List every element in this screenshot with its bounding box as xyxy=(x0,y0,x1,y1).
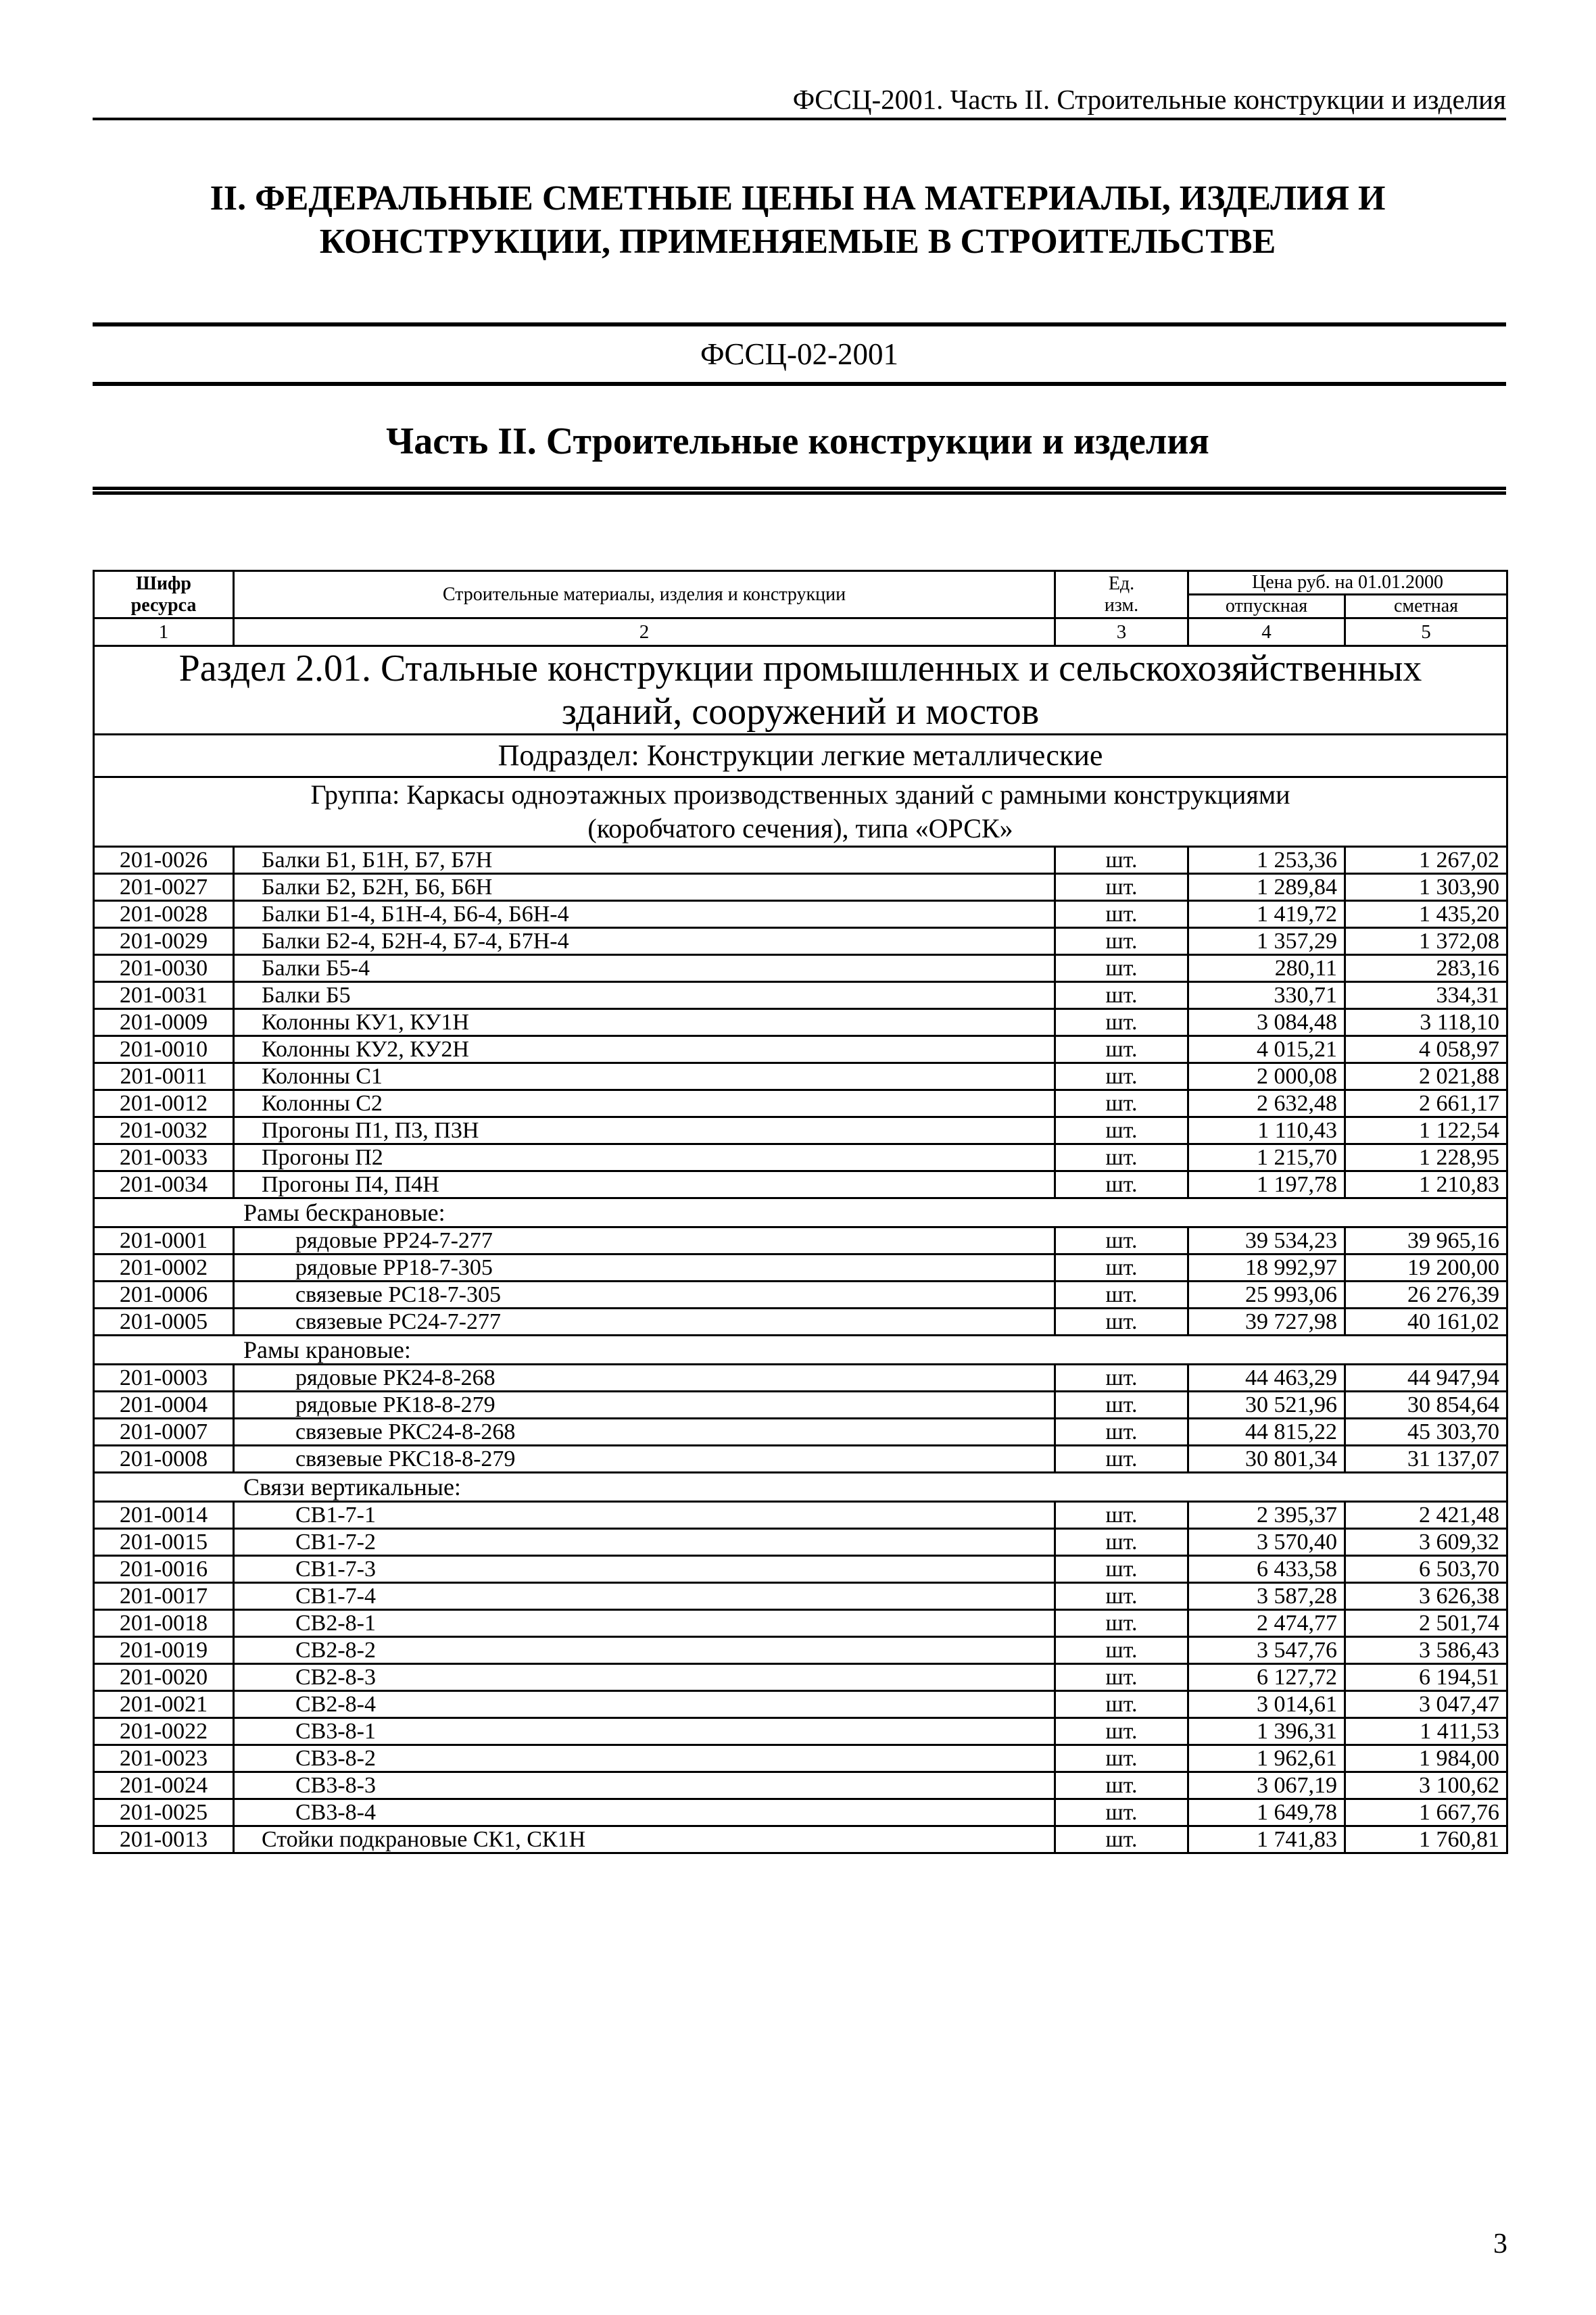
release-price: 1 396,31 xyxy=(1188,1718,1345,1745)
column-number: 5 xyxy=(1345,618,1507,646)
resource-code: 201-0001 xyxy=(94,1227,234,1254)
unit: шт. xyxy=(1055,901,1188,928)
resource-code: 201-0021 xyxy=(94,1691,234,1718)
resource-code: 201-0022 xyxy=(94,1718,234,1745)
estimate-price: 1 760,81 xyxy=(1345,1826,1507,1853)
release-price: 3 014,61 xyxy=(1188,1691,1345,1718)
release-price: 3 547,76 xyxy=(1188,1637,1345,1664)
resource-code: 201-0011 xyxy=(94,1063,234,1090)
estimate-price: 39 965,16 xyxy=(1345,1227,1507,1254)
column-number-row xyxy=(94,618,1507,646)
resource-code: 201-0010 xyxy=(94,1036,234,1063)
table-row xyxy=(94,928,1507,955)
column-number: 4 xyxy=(1188,618,1345,646)
estimate-price: 40 161,02 xyxy=(1345,1309,1507,1336)
group-title-line-2: (коробчатого сечения), типа «ОРСК» xyxy=(587,813,1013,844)
header-name: Строительные материалы, изделия и конструкции xyxy=(234,571,1055,618)
item-name: Стойки подкрановые СК1, СК1Н xyxy=(234,1826,1055,1853)
resource-code: 201-0018 xyxy=(94,1610,234,1637)
group-row xyxy=(94,777,1507,847)
unit: шт. xyxy=(1055,1090,1188,1117)
table-row xyxy=(94,1745,1507,1772)
item-name: Колонны КУ2, КУ2Н xyxy=(234,1036,1055,1063)
item-name: СВ3-8-4 xyxy=(234,1799,1055,1826)
part-title xyxy=(88,177,1507,264)
item-name: Прогоны П4, П4Н xyxy=(234,1171,1055,1198)
table-row xyxy=(94,1664,1507,1691)
group-title xyxy=(94,777,1507,847)
release-price: 280,11 xyxy=(1188,955,1345,982)
item-name: Колонны КУ1, КУ1Н xyxy=(234,1009,1055,1036)
item-name: СВ3-8-1 xyxy=(234,1718,1055,1745)
estimate-price: 30 854,64 xyxy=(1345,1392,1507,1419)
estimate-price: 2 421,48 xyxy=(1345,1502,1507,1529)
part-title-line-2: КОНСТРУКЦИИ, ПРИМЕНЯЕМЫЕ В СТРОИТЕЛЬСТВЕ xyxy=(319,222,1276,261)
header-code xyxy=(94,571,234,618)
release-price: 44 463,29 xyxy=(1188,1365,1345,1392)
resource-code: 201-0015 xyxy=(94,1529,234,1556)
item-name: СВ2-8-1 xyxy=(234,1610,1055,1637)
header-release-price: отпускная xyxy=(1188,595,1345,618)
table-row xyxy=(94,1227,1507,1254)
resource-code: 201-0002 xyxy=(94,1254,234,1282)
table-row xyxy=(94,1446,1507,1473)
estimate-price: 19 200,00 xyxy=(1345,1254,1507,1282)
estimate-price: 44 947,94 xyxy=(1345,1365,1507,1392)
header-unit-line-1: Ед. xyxy=(1108,572,1135,594)
release-price: 6 127,72 xyxy=(1188,1664,1345,1691)
column-number: 2 xyxy=(234,618,1055,646)
item-name: СВ1-7-3 xyxy=(234,1556,1055,1583)
release-price: 2 000,08 xyxy=(1188,1063,1345,1090)
unit: шт. xyxy=(1055,1036,1188,1063)
release-price: 1 741,83 xyxy=(1188,1826,1345,1853)
item-name: СВ2-8-4 xyxy=(234,1691,1055,1718)
item-name: рядовые РР18-7-305 xyxy=(234,1254,1055,1282)
unit: шт. xyxy=(1055,1419,1188,1446)
unit: шт. xyxy=(1055,1664,1188,1691)
item-name: связевые РКС18-8-279 xyxy=(234,1446,1055,1473)
release-price: 2 395,37 xyxy=(1188,1502,1345,1529)
table-row xyxy=(94,1090,1507,1117)
subsection-title: Подраздел: Конструкции легкие металлические xyxy=(94,735,1507,777)
table-row xyxy=(94,982,1507,1009)
estimate-price: 6 194,51 xyxy=(1345,1664,1507,1691)
table-row xyxy=(94,1171,1507,1198)
table-row xyxy=(94,1718,1507,1745)
resource-code: 201-0003 xyxy=(94,1365,234,1392)
table-row xyxy=(94,1365,1507,1392)
estimate-price: 26 276,39 xyxy=(1345,1282,1507,1309)
table-row xyxy=(94,1309,1507,1336)
header-estimate-price: сметная xyxy=(1345,595,1507,618)
unit: шт. xyxy=(1055,1063,1188,1090)
section-title xyxy=(94,646,1507,735)
resource-code: 201-0030 xyxy=(94,955,234,982)
table-row xyxy=(94,1063,1507,1090)
item-name: связевые РС18-7-305 xyxy=(234,1282,1055,1309)
estimate-price: 1 984,00 xyxy=(1345,1745,1507,1772)
resource-code: 201-0014 xyxy=(94,1502,234,1529)
page-number: 3 xyxy=(1493,2228,1507,2260)
resource-code: 201-0026 xyxy=(94,847,234,874)
release-price: 1 110,43 xyxy=(1188,1117,1345,1144)
unit: шт. xyxy=(1055,874,1188,901)
header-price: Цена руб. на 01.01.2000 xyxy=(1188,571,1507,595)
estimate-price: 1 667,76 xyxy=(1345,1799,1507,1826)
estimate-price: 1 122,54 xyxy=(1345,1117,1507,1144)
table-row xyxy=(94,1556,1507,1583)
item-name: СВ2-8-2 xyxy=(234,1637,1055,1664)
group-title-line-1: Группа: Каркасы одноэтажных производственных зданий с рамными конструкциями xyxy=(310,779,1290,810)
header-code-line-1: Шифр xyxy=(136,572,191,594)
release-price: 3 067,19 xyxy=(1188,1772,1345,1799)
estimate-price: 1 303,90 xyxy=(1345,874,1507,901)
release-price: 1 419,72 xyxy=(1188,901,1345,928)
header-unit xyxy=(1055,571,1188,618)
release-price: 3 084,48 xyxy=(1188,1009,1345,1036)
item-name: Колонны С1 xyxy=(234,1063,1055,1090)
table-row xyxy=(94,1282,1507,1309)
resource-code: 201-0034 xyxy=(94,1171,234,1198)
table-row xyxy=(94,1799,1507,1826)
table-row xyxy=(94,1502,1507,1529)
subtitle: Часть II. Строительные конструкции и изделия xyxy=(386,420,1209,462)
table-row xyxy=(94,1392,1507,1419)
estimate-price: 2 021,88 xyxy=(1345,1063,1507,1090)
resource-code: 201-0007 xyxy=(94,1419,234,1446)
release-price: 1 215,70 xyxy=(1188,1144,1345,1171)
item-name: Балки Б1, Б1Н, Б7, Б7Н xyxy=(234,847,1055,874)
resource-code: 201-0024 xyxy=(94,1772,234,1799)
release-price: 44 815,22 xyxy=(1188,1419,1345,1446)
item-name: рядовые РК24-8-268 xyxy=(234,1365,1055,1392)
estimate-price: 3 626,38 xyxy=(1345,1583,1507,1610)
resource-code: 201-0016 xyxy=(94,1556,234,1583)
double-rule-divider xyxy=(93,487,1506,495)
release-price: 25 993,06 xyxy=(1188,1282,1345,1309)
resource-code: 201-0005 xyxy=(94,1309,234,1336)
unit: шт. xyxy=(1055,847,1188,874)
item-name: рядовые РК18-8-279 xyxy=(234,1392,1055,1419)
release-price: 39 534,23 xyxy=(1188,1227,1345,1254)
resource-code: 201-0004 xyxy=(94,1392,234,1419)
table-row xyxy=(94,874,1507,901)
table-row xyxy=(94,1772,1507,1799)
release-price: 6 433,58 xyxy=(1188,1556,1345,1583)
unit: шт. xyxy=(1055,1583,1188,1610)
item-name: СВ1-7-2 xyxy=(234,1529,1055,1556)
unit: шт. xyxy=(1055,1446,1188,1473)
release-price: 1 253,36 xyxy=(1188,847,1345,874)
resource-code: 201-0009 xyxy=(94,1009,234,1036)
table-row xyxy=(94,1144,1507,1171)
resource-code: 201-0013 xyxy=(94,1826,234,1853)
item-name: Колонны С2 xyxy=(234,1090,1055,1117)
estimate-price: 334,31 xyxy=(1345,982,1507,1009)
section-row xyxy=(94,646,1507,735)
table-row xyxy=(94,1009,1507,1036)
estimate-price: 2 501,74 xyxy=(1345,1610,1507,1637)
release-price: 3 570,40 xyxy=(1188,1529,1345,1556)
item-name: СВ2-8-3 xyxy=(234,1664,1055,1691)
item-name: рядовые РР24-7-277 xyxy=(234,1227,1055,1254)
release-price: 39 727,98 xyxy=(1188,1309,1345,1336)
release-price: 30 801,34 xyxy=(1188,1446,1345,1473)
column-number: 3 xyxy=(1055,618,1188,646)
resource-code: 201-0023 xyxy=(94,1745,234,1772)
table-row xyxy=(94,1637,1507,1664)
unit: шт. xyxy=(1055,982,1188,1009)
estimate-price: 3 100,62 xyxy=(1345,1772,1507,1799)
unit: шт. xyxy=(1055,928,1188,955)
item-name: СВ3-8-3 xyxy=(234,1772,1055,1799)
unit: шт. xyxy=(1055,1637,1188,1664)
table-row xyxy=(94,1036,1507,1063)
price-table xyxy=(93,570,1508,1854)
estimate-price: 283,16 xyxy=(1345,955,1507,982)
resource-code: 201-0017 xyxy=(94,1583,234,1610)
standard-code: ФССЦ-02-2001 xyxy=(93,322,1506,386)
column-number: 1 xyxy=(94,618,234,646)
resource-code: 201-0027 xyxy=(94,874,234,901)
item-name: Прогоны П1, П3, П3Н xyxy=(234,1117,1055,1144)
resource-code: 201-0033 xyxy=(94,1144,234,1171)
section-title-line-2: зданий, сооружений и мостов xyxy=(561,691,1040,733)
estimate-price: 6 503,70 xyxy=(1345,1556,1507,1583)
unit: шт. xyxy=(1055,1556,1188,1583)
unit: шт. xyxy=(1055,955,1188,982)
resource-code: 201-0020 xyxy=(94,1664,234,1691)
estimate-price: 1 435,20 xyxy=(1345,901,1507,928)
unit: шт. xyxy=(1055,1282,1188,1309)
resource-code: 201-0032 xyxy=(94,1117,234,1144)
unit: шт. xyxy=(1055,1772,1188,1799)
subsection-row xyxy=(94,735,1507,777)
estimate-price: 3 609,32 xyxy=(1345,1529,1507,1556)
release-price: 18 992,97 xyxy=(1188,1254,1345,1282)
category-row xyxy=(94,1198,1507,1227)
table-row xyxy=(94,1610,1507,1637)
resource-code: 201-0006 xyxy=(94,1282,234,1309)
release-price: 1 289,84 xyxy=(1188,874,1345,901)
category-row xyxy=(94,1473,1507,1502)
category-row xyxy=(94,1336,1507,1365)
header-code-line-2: ресурса xyxy=(130,594,197,616)
estimate-price: 1 267,02 xyxy=(1345,847,1507,874)
table-row xyxy=(94,1691,1507,1718)
unit: шт. xyxy=(1055,1799,1188,1826)
item-name: Балки Б2-4, Б2Н-4, Б7-4, Б7Н-4 xyxy=(234,928,1055,955)
unit: шт. xyxy=(1055,1610,1188,1637)
release-price: 330,71 xyxy=(1188,982,1345,1009)
category-label: Рамы крановые: xyxy=(94,1336,1507,1365)
unit: шт. xyxy=(1055,1144,1188,1171)
unit: шт. xyxy=(1055,1392,1188,1419)
estimate-price: 3 047,47 xyxy=(1345,1691,1507,1718)
item-name: Балки Б5 xyxy=(234,982,1055,1009)
release-price: 1 962,61 xyxy=(1188,1745,1345,1772)
running-header: ФССЦ-2001. Часть II. Строительные конструкции и изделия xyxy=(93,82,1506,120)
item-name: Балки Б5-4 xyxy=(234,955,1055,982)
release-price: 1 357,29 xyxy=(1188,928,1345,955)
estimate-price: 1 210,83 xyxy=(1345,1171,1507,1198)
item-name: связевые РКС24-8-268 xyxy=(234,1419,1055,1446)
unit: шт. xyxy=(1055,1691,1188,1718)
release-price: 1 197,78 xyxy=(1188,1171,1345,1198)
unit: шт. xyxy=(1055,1826,1188,1853)
resource-code: 201-0012 xyxy=(94,1090,234,1117)
estimate-price: 3 118,10 xyxy=(1345,1009,1507,1036)
resource-code: 201-0028 xyxy=(94,901,234,928)
item-name: связевые РС24-7-277 xyxy=(234,1309,1055,1336)
release-price: 2 632,48 xyxy=(1188,1090,1345,1117)
unit: шт. xyxy=(1055,1309,1188,1336)
resource-code: 201-0019 xyxy=(94,1637,234,1664)
table-row xyxy=(94,1254,1507,1282)
release-price: 1 649,78 xyxy=(1188,1799,1345,1826)
table-row xyxy=(94,1826,1507,1853)
estimate-price: 3 586,43 xyxy=(1345,1637,1507,1664)
release-price: 4 015,21 xyxy=(1188,1036,1345,1063)
item-name: СВ1-7-1 xyxy=(234,1502,1055,1529)
unit: шт. xyxy=(1055,1718,1188,1745)
item-name: Балки Б2, Б2Н, Б6, Б6Н xyxy=(234,874,1055,901)
estimate-price: 2 661,17 xyxy=(1345,1090,1507,1117)
unit: шт. xyxy=(1055,1745,1188,1772)
table-row xyxy=(94,901,1507,928)
unit: шт. xyxy=(1055,1502,1188,1529)
estimate-price: 1 411,53 xyxy=(1345,1718,1507,1745)
unit: шт. xyxy=(1055,1009,1188,1036)
release-price: 3 587,28 xyxy=(1188,1583,1345,1610)
unit: шт. xyxy=(1055,1254,1188,1282)
part-title-line-1: II. ФЕДЕРАЛЬНЫЕ СМЕТНЫЕ ЦЕНЫ НА МАТЕРИАЛЫ, ИЗДЕЛИЯ И xyxy=(210,179,1386,218)
resource-code: 201-0025 xyxy=(94,1799,234,1826)
header-unit-line-2: изм. xyxy=(1104,594,1139,616)
unit: шт. xyxy=(1055,1365,1188,1392)
resource-code: 201-0031 xyxy=(94,982,234,1009)
estimate-price: 1 228,95 xyxy=(1345,1144,1507,1171)
table-row xyxy=(94,1117,1507,1144)
item-name: Прогоны П2 xyxy=(234,1144,1055,1171)
item-name: СВ1-7-4 xyxy=(234,1583,1055,1610)
release-price: 30 521,96 xyxy=(1188,1392,1345,1419)
unit: шт. xyxy=(1055,1117,1188,1144)
table-row xyxy=(94,1529,1507,1556)
estimate-price: 4 058,97 xyxy=(1345,1036,1507,1063)
item-name: СВ3-8-2 xyxy=(234,1745,1055,1772)
resource-code: 201-0008 xyxy=(94,1446,234,1473)
category-label: Рамы бескрановые: xyxy=(94,1198,1507,1227)
item-name: Балки Б1-4, Б1Н-4, Б6-4, Б6Н-4 xyxy=(234,901,1055,928)
table-row xyxy=(94,1583,1507,1610)
estimate-price: 1 372,08 xyxy=(1345,928,1507,955)
estimate-price: 31 137,07 xyxy=(1345,1446,1507,1473)
release-price: 2 474,77 xyxy=(1188,1610,1345,1637)
table-row xyxy=(94,847,1507,874)
unit: шт. xyxy=(1055,1227,1188,1254)
category-label: Связи вертикальные: xyxy=(94,1473,1507,1502)
table-row xyxy=(94,1419,1507,1446)
estimate-price: 45 303,70 xyxy=(1345,1419,1507,1446)
resource-code: 201-0029 xyxy=(94,928,234,955)
section-title-line-1: Раздел 2.01. Стальные конструкции промышленных и сельскохозяйственных xyxy=(178,648,1422,689)
unit: шт. xyxy=(1055,1529,1188,1556)
unit: шт. xyxy=(1055,1171,1188,1198)
table-row xyxy=(94,955,1507,982)
